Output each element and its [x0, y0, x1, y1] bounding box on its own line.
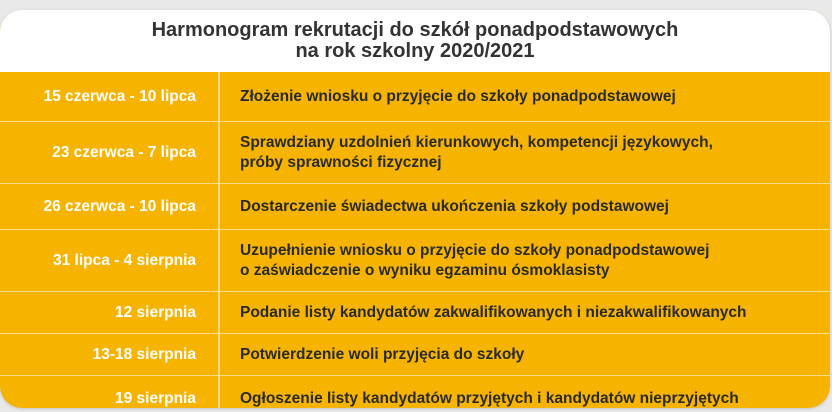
title-line-2: na rok szkolny 2020/2021: [295, 40, 535, 62]
table-row: [0, 376, 830, 408]
description-cell: [220, 122, 830, 183]
date-cell: 26 czerwca - 10 lipca: [0, 184, 220, 229]
description-cell: [220, 184, 830, 229]
description-line: Ogłoszenie listy kandydatów przyjętych i kandydatów nieprzyjętych: [240, 389, 739, 407]
description-cell: [220, 292, 830, 333]
description-line: Potwierdzenie woli przyjęcia do szkoły: [240, 345, 525, 363]
description-line: Dostarczenie świadectwa ukończenia szkoły podstawowej: [240, 197, 669, 215]
date-cell: 23 czerwca - 7 lipca: [0, 122, 220, 183]
description-line: Podanie listy kandydatów zakwalifikowanych i niezakwalifikowanych: [240, 303, 747, 321]
table-row: [0, 122, 830, 184]
description-cell: [220, 230, 830, 291]
date-cell: 15 czerwca - 10 lipca: [0, 72, 220, 121]
description-line: o zaświadczenie o wyniku egzaminu ósmoklasisty: [240, 261, 610, 279]
schedule-card: [0, 10, 830, 408]
description-line: Sprawdziany uzdolnień kierunkowych, kompetencji językowych,: [240, 133, 713, 151]
table-row: [0, 334, 830, 376]
date-cell: 13-18 sierpnia: [0, 334, 220, 375]
table-row: [0, 184, 830, 230]
description-cell: [220, 72, 830, 121]
description-line: Złożenie wniosku o przyjęcie do szkoły ponadpodstawowej: [240, 87, 676, 105]
table-row: [0, 72, 830, 122]
table-row: [0, 230, 830, 292]
description-cell: [220, 376, 830, 408]
description-line: próby sprawności fizycznej: [240, 153, 442, 171]
schedule-table: [0, 72, 830, 408]
table-row: [0, 292, 830, 334]
description-line: Uzupełnienie wniosku o przyjęcie do szkoły ponadpodstawowej: [240, 241, 710, 259]
title-line-1: Harmonogram rekrutacji do szkół ponadpodstawowych: [151, 19, 679, 41]
page-title: [0, 10, 830, 72]
date-cell: 19 sierpnia: [0, 376, 220, 408]
description-cell: [220, 334, 830, 375]
date-cell: 31 lipca - 4 sierpnia: [0, 230, 220, 291]
date-cell: 12 sierpnia: [0, 292, 220, 333]
